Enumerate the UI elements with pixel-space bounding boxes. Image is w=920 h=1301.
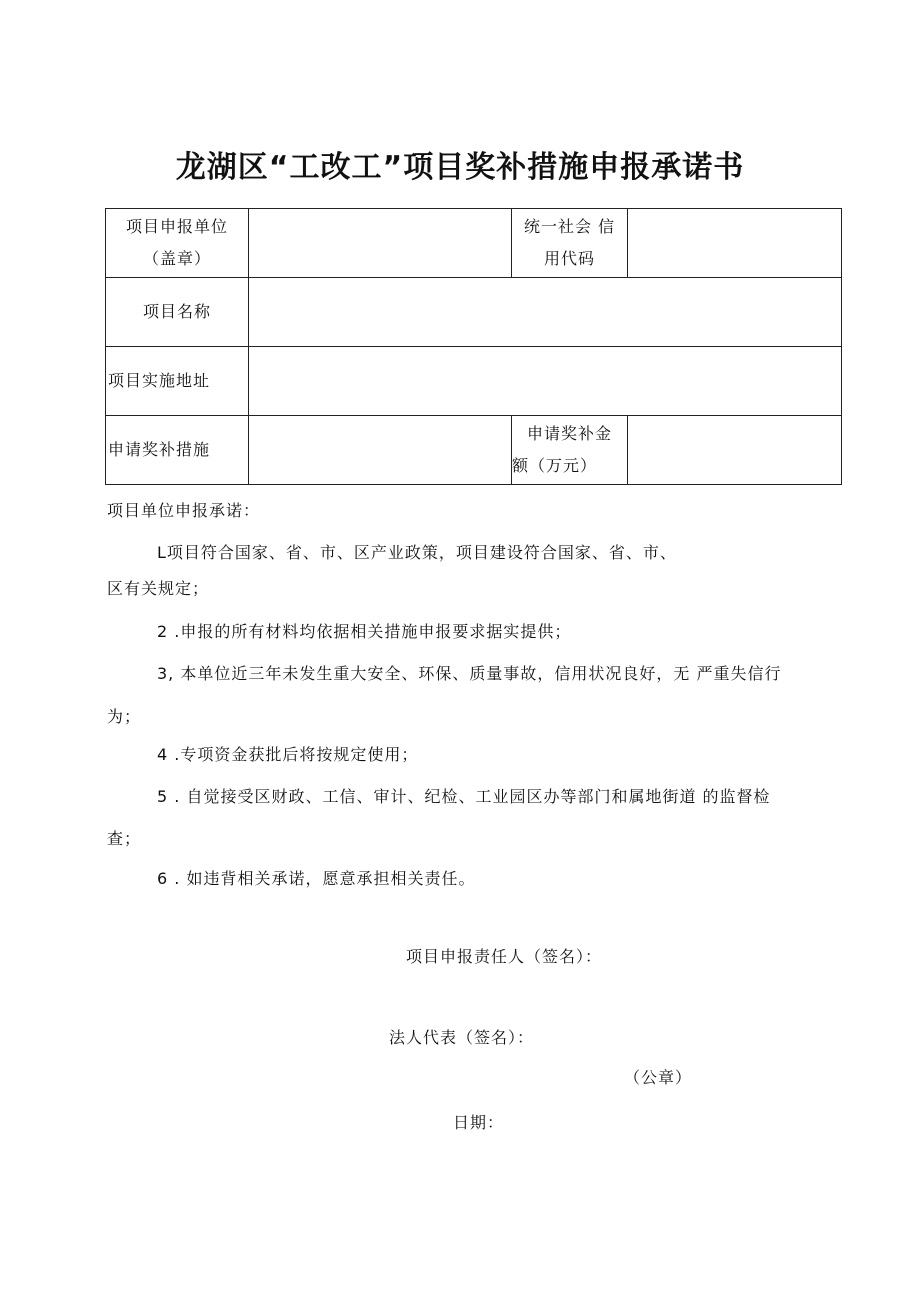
credit-code-label-cell bbox=[512, 209, 628, 278]
applicant-label-cell bbox=[106, 209, 249, 278]
address-input-cell[interactable] bbox=[249, 347, 842, 416]
commitment-item-2-text: 2 .申报的所有材料均依据相关措施申报要求据实提供； bbox=[157, 622, 572, 641]
amount-label-line1: 申请奖补金 bbox=[526, 424, 612, 443]
table-row-project-name bbox=[106, 278, 842, 347]
amount-label-line2: 额（万元） bbox=[512, 456, 598, 475]
address-label: 项目实施地址 bbox=[106, 347, 249, 416]
commitment-item-3-line2: 为； bbox=[107, 707, 142, 726]
date-label: 日期： bbox=[453, 1113, 505, 1132]
project-name-label: 项目名称 bbox=[106, 278, 249, 347]
commitment-item-2 bbox=[107, 619, 837, 645]
legal-representative-signature: 法人代表（签名）： bbox=[389, 1028, 535, 1047]
measure-input-cell[interactable] bbox=[249, 416, 512, 485]
commitment-item-3-line1: 3, 本单位近三年未发生重大安全、环保、质量事故，信用状况良好，无 严重失信行 bbox=[157, 664, 782, 683]
commitment-heading: 项目单位申报承诺： bbox=[107, 501, 261, 520]
credit-code-label-line2: 用代码 bbox=[543, 249, 595, 268]
credit-code-label-line1: 统一社会 信 bbox=[523, 217, 616, 236]
commitment-item-5-line1: 5 . 自觉接受区财政、工信、审计、纪检、工业园区办等部门和属地街道 的监督检 bbox=[157, 787, 771, 806]
project-name-input-cell[interactable] bbox=[249, 278, 842, 347]
commitment-item-1-line1: L项目符合国家、省、市、区产业政策，项目建设符合国家、省、市、 bbox=[157, 543, 677, 562]
credit-code-input-cell[interactable] bbox=[628, 209, 842, 278]
commitment-item-1 bbox=[107, 540, 837, 602]
table-row-applicant bbox=[106, 209, 842, 278]
responsible-person-signature: 项目申报责任人（签名）： bbox=[406, 947, 603, 966]
commitment-item-1-line2: 区有关规定； bbox=[107, 579, 210, 598]
applicant-input-cell[interactable] bbox=[249, 209, 512, 278]
amount-label-cell bbox=[512, 416, 628, 485]
commitment-item-5-line2: 查； bbox=[107, 829, 142, 848]
application-form-table bbox=[105, 208, 842, 485]
commitment-item-6-text: 6 . 如违背相关承诺，愿意承担相关责任。 bbox=[157, 869, 476, 888]
applicant-label-line2: （盖章） bbox=[142, 249, 211, 268]
official-seal-label: （公章） bbox=[624, 1068, 693, 1087]
commitment-item-5 bbox=[107, 784, 837, 852]
commitment-item-4 bbox=[107, 742, 837, 768]
commitment-item-4-text: 4 .专项资金获批后将按规定使用； bbox=[157, 745, 419, 764]
commitment-item-6 bbox=[107, 866, 837, 892]
document-title: 龙湖区“工改工”项目奖补措施申报承诺书 bbox=[175, 150, 745, 185]
applicant-label-line1: 项目申报单位 bbox=[125, 217, 228, 236]
measure-label: 申请奖补措施 bbox=[106, 416, 249, 485]
table-row-measure bbox=[106, 416, 842, 485]
amount-input-cell[interactable] bbox=[628, 416, 842, 485]
commitment-item-3 bbox=[107, 661, 837, 730]
table-row-address bbox=[106, 347, 842, 416]
